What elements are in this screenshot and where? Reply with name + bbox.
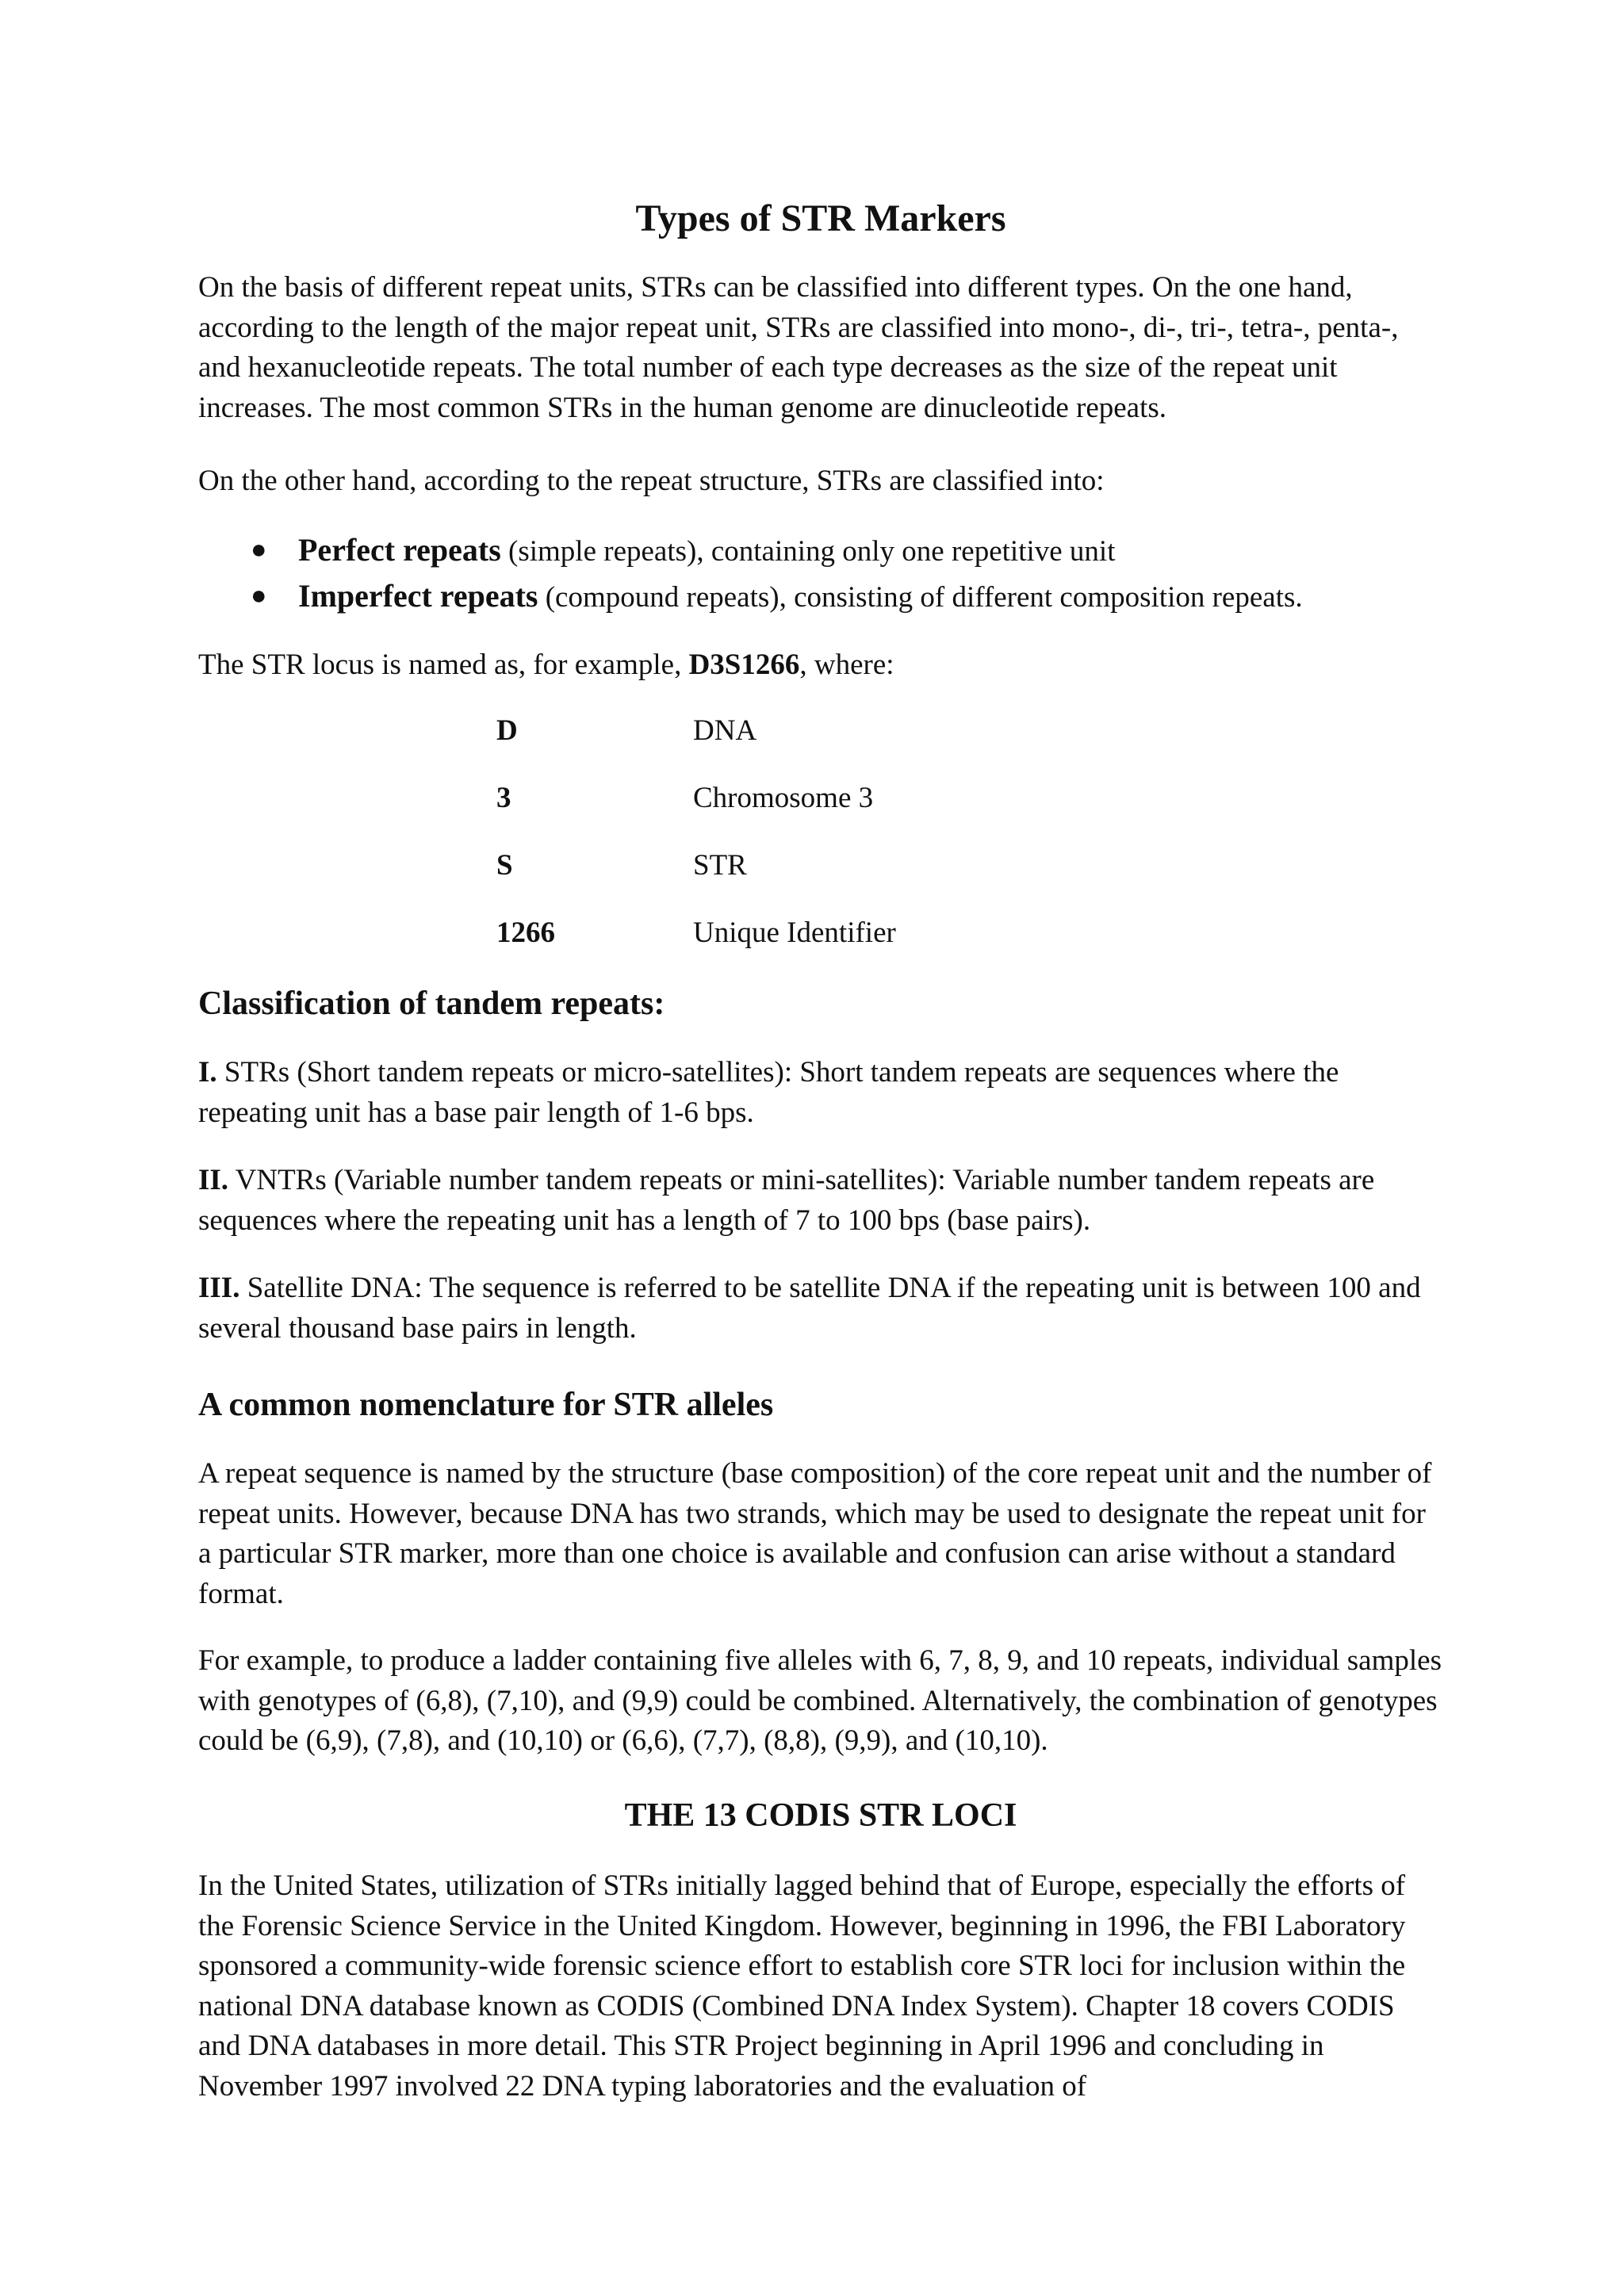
nomenclature-paragraph-2: For example, to produce a ladder containing five alleles with 6, 7, 8, 9, and 10 repeats, individual samples with genotypes of (6,8), (7,10), and (9,9) could be combined. Alternatively, the combination of genotypes could be (6,9), (7,8), and (10,10) or (6,6), (7,7), (8,8), (9,9), and (10,10). bbox=[198, 1644, 1442, 1757]
locus-sentence bbox=[198, 645, 1443, 686]
locus-code: 1266 bbox=[496, 916, 555, 949]
table-row bbox=[496, 842, 1051, 909]
bullet-icon: ● bbox=[251, 535, 267, 564]
page-title: Types of STR Markers bbox=[635, 197, 1006, 239]
list-item bbox=[198, 574, 1443, 620]
classification-text: Satellite DNA: The sequence is referred to be satellite DNA if the repeating unit is between 100 and several thousand base pairs in length. bbox=[198, 1272, 1421, 1345]
classification-item-2 bbox=[198, 1161, 1443, 1241]
classification-numeral: I. bbox=[198, 1056, 217, 1089]
intro-paragraph: On the basis of different repeat units, STRs can be classified into different types. On the one hand, according to the length of the major repeat unit, STRs are classified into mono-, di-, tri-, tetra-, penta-, and hexanucleotide repeats. The total number of each type decreases as the size of the repeat unit increases. The most common STRs in the human genome are dinucleotide repeats. bbox=[198, 271, 1399, 424]
locus-code: D bbox=[496, 714, 518, 747]
locus-meaning: Unique Identifier bbox=[693, 916, 896, 949]
nomenclature-paragraph-1: A repeat sequence is named by the structure (base composition) of the core repeat unit and the number of repeat units. However, because DNA has two strands, which may be used to designate the repeat unit for a particular STR marker, more than one choice is available and confusion can arise without a standard format. bbox=[198, 1457, 1432, 1610]
codis-heading: THE 13 CODIS STR LOCI bbox=[624, 1797, 1017, 1834]
bullet-icon: ● bbox=[251, 581, 267, 610]
classification-text: STRs (Short tandem repeats or micro-satellites): Short tandem repeats are sequences where the repeating unit has a base pair length of 1-6 bps. bbox=[198, 1056, 1339, 1129]
classification-numeral: III. bbox=[198, 1272, 240, 1304]
classification-text: VNTRs (Variable number tandem repeats or mini-satellites): Variable number tandem repeats are sequences where the repeating unit has a length of 7 to 100 bps (base pairs). bbox=[198, 1164, 1375, 1237]
nomenclature-heading: A common nomenclature for STR alleles bbox=[198, 1387, 774, 1423]
locus-sentence-before: The STR locus is named as, for example, bbox=[198, 649, 689, 681]
locus-code: S bbox=[496, 849, 513, 882]
codis-paragraph: In the United States, utilization of STRs initially lagged behind that of Europe, especially the efforts of the Forensic Science Service in the United Kingdom. However, beginning in 1996, the FBI Laboratory sponsored a community-wide forensic science effort to establish core STR loci for inclusion within the national DNA database known as CODIS (Combined DNA Index System). Chapter 18 covers CODIS and DNA databases in more detail. This STR Project beginning in April 1996 and concluding in November 1997 involved 22 DNA typing laboratories and the evaluation of bbox=[198, 1869, 1406, 2103]
repeat-type-description: (compound repeats), consisting of different composition repeats. bbox=[538, 581, 1303, 614]
locus-sentence-after: , where: bbox=[799, 649, 894, 681]
locus-example: D3S1266 bbox=[688, 649, 800, 681]
locus-code: 3 bbox=[496, 782, 511, 814]
repeat-type-term: Imperfect repeats bbox=[298, 578, 538, 614]
locus-meaning: Chromosome 3 bbox=[693, 782, 874, 814]
locus-parts-table bbox=[496, 707, 1051, 977]
classification-numeral: II. bbox=[198, 1164, 229, 1196]
structure-intro-paragraph: On the other hand, according to the repeat structure, STRs are classified into: bbox=[198, 465, 1105, 497]
table-row bbox=[496, 909, 1051, 977]
repeat-types-list bbox=[198, 528, 1443, 620]
list-item bbox=[198, 528, 1443, 574]
locus-meaning: STR bbox=[693, 849, 747, 882]
classification-item-3 bbox=[198, 1269, 1443, 1349]
classification-item-1 bbox=[198, 1053, 1443, 1133]
locus-meaning: DNA bbox=[693, 714, 757, 747]
classification-heading: Classification of tandem repeats: bbox=[198, 985, 665, 1022]
repeat-type-term: Perfect repeats bbox=[298, 532, 501, 568]
table-row bbox=[496, 707, 1051, 775]
table-row bbox=[496, 775, 1051, 842]
repeat-type-description: (simple repeats), containing only one repetitive unit bbox=[500, 535, 1116, 568]
